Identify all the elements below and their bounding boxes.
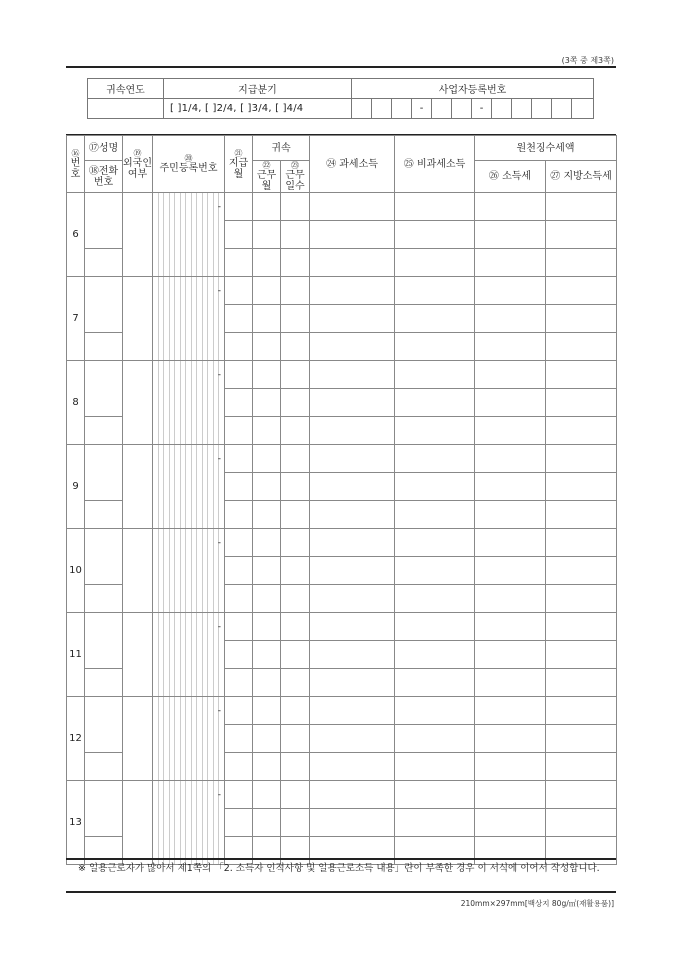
nontaxable-cell[interactable] [395,725,475,753]
taxable-cell[interactable] [310,193,395,221]
no-label: 번호 [70,157,81,180]
table-row [67,781,617,809]
name-cell[interactable] [85,529,123,585]
paymonth-cell[interactable] [225,361,253,389]
local-tax-cell[interactable] [546,221,617,249]
phone-header: ⑱전화번호 [85,161,123,193]
taxable-cell[interactable] [310,837,395,865]
table-row [67,445,617,473]
idn-dash: - [217,538,221,548]
name-cell[interactable] [85,697,123,753]
local-tax-cell[interactable] [546,305,617,333]
workdays-cell[interactable] [281,557,310,585]
phone-cell[interactable] [85,669,123,697]
local-tax-cell[interactable] [546,361,617,389]
income-tax-cell[interactable] [475,277,546,305]
bizno-digit[interactable] [452,99,472,119]
worker-table [66,135,617,865]
taxable-cell[interactable] [310,557,395,585]
idn-dash: - [217,286,221,296]
nontaxable-cell[interactable] [395,361,475,389]
workdays-cell[interactable] [281,417,310,445]
taxable-cell[interactable] [310,697,395,725]
paymonth-cell[interactable] [225,753,253,781]
workdays-cell[interactable] [281,221,310,249]
foreign-cell[interactable] [123,697,153,781]
bizno-dash: - [412,99,432,119]
no-circ: ⑯ [71,148,80,158]
local-tax-cell[interactable] [546,529,617,557]
workdays-header [281,161,310,193]
idn-cell[interactable] [153,613,225,697]
idn-digit-grid [153,613,224,696]
income-tax-cell[interactable] [475,305,546,333]
phone-cell[interactable] [85,585,123,613]
paymonth-cell[interactable] [225,585,253,613]
taxable-cell[interactable] [310,305,395,333]
local-tax-cell[interactable] [546,809,617,837]
paymonth-cell[interactable] [225,305,253,333]
paymonth-cell[interactable] [225,193,253,221]
idn-dash: - [217,370,221,380]
foreign-cell[interactable] [123,193,153,277]
nontaxable-cell[interactable] [395,305,475,333]
top-info-table [87,78,594,119]
idn-header [153,136,225,193]
nontaxable-cell[interactable] [395,781,475,809]
income-tax-cell[interactable] [475,669,546,697]
paymonth-cell[interactable] [225,445,253,473]
taxable-cell[interactable] [310,585,395,613]
footer-rule [66,891,616,893]
bizno-digit[interactable] [352,99,372,119]
taxable-cell[interactable] [310,641,395,669]
withholding-header: 원천징수세액 [475,136,617,161]
workdays-cell[interactable] [281,445,310,473]
nontaxable-cell[interactable] [395,669,475,697]
table-row [67,697,617,725]
income-tax-cell[interactable] [475,445,546,473]
phone-cell[interactable] [85,249,123,277]
taxable-cell[interactable] [310,361,395,389]
foreign-cell[interactable] [123,613,153,697]
row-number: 7 [67,277,85,361]
phone-cell[interactable] [85,501,123,529]
workmonth-cell[interactable] [253,389,281,417]
bizno-digit[interactable] [532,99,552,119]
nontaxable-cell[interactable] [395,809,475,837]
taxable-cell[interactable] [310,277,395,305]
table-row [67,613,617,641]
name-cell[interactable] [85,193,123,249]
paymonth-header [225,136,253,193]
nontaxable-cell[interactable] [395,445,475,473]
local-tax-cell[interactable] [546,585,617,613]
local-tax-cell[interactable] [546,417,617,445]
workdays-cell[interactable] [281,725,310,753]
workdays-cell[interactable] [281,249,310,277]
workmonth-cell[interactable] [253,333,281,361]
local-tax-cell[interactable] [546,193,617,221]
taxable-cell[interactable] [310,501,395,529]
nontaxable-cell[interactable] [395,473,475,501]
nontaxable-cell[interactable] [395,697,475,725]
paymonth-cell[interactable] [225,641,253,669]
workmonth-header [253,161,281,193]
local-tax-cell[interactable] [546,333,617,361]
taxable-cell[interactable] [310,725,395,753]
paymonth-cell[interactable] [225,473,253,501]
idn-dash: - [217,706,221,716]
foreign-circ: ⑲ [133,148,142,158]
bizno-digit[interactable] [432,99,452,119]
taxable-cell[interactable] [310,445,395,473]
name-cell[interactable] [85,277,123,333]
workdays-cell[interactable] [281,361,310,389]
idn-cell[interactable] [153,781,225,865]
nontaxable-cell[interactable] [395,221,475,249]
local-tax-cell[interactable] [546,473,617,501]
foreign-header [123,136,153,193]
taxable-cell[interactable] [310,529,395,557]
nontaxable-cell[interactable] [395,641,475,669]
workdays-circ: ㉓ [291,161,299,170]
row-number: 13 [67,781,85,865]
income-tax-cell[interactable] [475,697,546,725]
taxable-cell[interactable] [310,221,395,249]
year-label: 귀속연도 [88,79,164,99]
workmonth-cell[interactable] [253,529,281,557]
income-tax-cell[interactable] [475,501,546,529]
workmonth-cell[interactable] [253,697,281,725]
nontaxable-cell[interactable] [395,585,475,613]
income-tax-cell[interactable] [475,725,546,753]
paymonth-cell[interactable] [225,417,253,445]
income-tax-cell[interactable] [475,361,546,389]
income-tax-cell[interactable] [475,809,546,837]
table-row [67,193,617,221]
name-cell[interactable] [85,445,123,501]
workdays-cell[interactable] [281,809,310,837]
nontaxable-cell[interactable] [395,249,475,277]
local-tax-cell[interactable] [546,445,617,473]
idn-digit-grid [153,781,224,864]
workmonth-cell[interactable] [253,473,281,501]
row-number: 12 [67,697,85,781]
bizno-digit[interactable] [572,99,594,119]
workmonth-cell[interactable] [253,277,281,305]
row-number: 6 [67,193,85,277]
foreign-cell[interactable] [123,277,153,361]
workdays-label: 근무일수 [285,170,305,192]
nontaxable-cell[interactable] [395,557,475,585]
income-tax-cell[interactable] [475,641,546,669]
workdays-cell[interactable] [281,837,310,865]
paymonth-cell[interactable] [225,389,253,417]
phone-cell[interactable] [85,837,123,865]
paymonth-cell[interactable] [225,249,253,277]
page-count: (3쪽 중 제3쪽) [561,56,614,65]
taxable-cell[interactable] [310,809,395,837]
local-tax-cell[interactable] [546,781,617,809]
income-tax-cell[interactable] [475,585,546,613]
workdays-cell[interactable] [281,389,310,417]
name-cell[interactable] [85,361,123,417]
taxable-cell[interactable] [310,669,395,697]
workdays-cell[interactable] [281,473,310,501]
idn-cell[interactable] [153,277,225,361]
workmonth-cell[interactable] [253,585,281,613]
paymonth-cell[interactable] [225,333,253,361]
paymonth-cell[interactable] [225,277,253,305]
paymonth-cell[interactable] [225,837,253,865]
workmonth-cell[interactable] [253,781,281,809]
bizno-digit[interactable] [552,99,572,119]
local-tax-cell[interactable] [546,725,617,753]
workdays-cell[interactable] [281,529,310,557]
local-tax-cell[interactable] [546,641,617,669]
bizno-digit[interactable] [512,99,532,119]
income-tax-header: ㉖ 소득세 [475,161,546,193]
idn-dash: - [217,622,221,632]
quarter-label: 지급분기 [164,79,352,99]
foreign-cell[interactable] [123,361,153,445]
paymonth-cell[interactable] [225,501,253,529]
name-header: ⑰성명 [85,136,123,161]
bizno-label: 사업자등록번호 [352,79,594,99]
table-row [67,277,617,305]
idn-cell[interactable] [153,445,225,529]
nontaxable-cell[interactable] [395,837,475,865]
taxable-cell[interactable] [310,613,395,641]
taxable-cell[interactable] [310,389,395,417]
idn-circ: ⑳ [184,154,193,163]
paymonth-label: 지급월 [228,157,249,180]
workdays-cell[interactable] [281,333,310,361]
idn-dash: - [217,790,221,800]
workdays-cell[interactable] [281,277,310,305]
year-input[interactable] [88,99,164,119]
income-tax-cell[interactable] [475,417,546,445]
income-tax-cell[interactable] [475,557,546,585]
idn-digit-grid [153,193,224,276]
workmonth-cell[interactable] [253,193,281,221]
nontaxable-header: ㉕ 비과세소득 [395,136,475,193]
nontaxable-cell[interactable] [395,333,475,361]
taxable-cell[interactable] [310,417,395,445]
nontaxable-cell[interactable] [395,529,475,557]
paymonth-cell[interactable] [225,529,253,557]
top-rule [66,66,616,68]
phone-cell[interactable] [85,417,123,445]
foreign-cell[interactable] [123,445,153,529]
income-tax-cell[interactable] [475,613,546,641]
paymonth-cell[interactable] [225,725,253,753]
workmonth-cell[interactable] [253,249,281,277]
taxable-cell[interactable] [310,781,395,809]
nontaxable-cell[interactable] [395,277,475,305]
taxable-cell[interactable] [310,473,395,501]
foreign-label: 외국인여부 [123,157,152,180]
table-row [67,529,617,557]
taxable-header: ㉔ 과세소득 [310,136,395,193]
taxable-cell[interactable] [310,333,395,361]
paymonth-cell[interactable] [225,781,253,809]
workdays-cell[interactable] [281,585,310,613]
income-tax-cell[interactable] [475,753,546,781]
income-tax-cell[interactable] [475,781,546,809]
idn-digit-grid [153,529,224,612]
income-tax-cell[interactable] [475,837,546,865]
phone-cell[interactable] [85,753,123,781]
row-number: 8 [67,361,85,445]
idn-digit-grid [153,277,224,360]
local-tax-cell[interactable] [546,837,617,865]
local-tax-cell[interactable] [546,277,617,305]
nontaxable-cell[interactable] [395,501,475,529]
income-tax-cell[interactable] [475,473,546,501]
local-tax-cell[interactable] [546,249,617,277]
main-bottom-rule [66,858,616,860]
idn-dash: - [217,454,221,464]
paymonth-cell[interactable] [225,697,253,725]
local-tax-cell[interactable] [546,613,617,641]
workmonth-cell[interactable] [253,641,281,669]
income-tax-cell[interactable] [475,249,546,277]
workdays-cell[interactable] [281,697,310,725]
workmonth-cell[interactable] [253,361,281,389]
workmonth-cell[interactable] [253,445,281,473]
workmonth-cell[interactable] [253,809,281,837]
idn-digit-grid [153,697,224,780]
row-number: 9 [67,445,85,529]
workmonth-cell[interactable] [253,305,281,333]
quarter-options[interactable]: [ ]1/4, [ ]2/4, [ ]3/4, [ ]4/4 [164,99,352,119]
paymonth-cell[interactable] [225,557,253,585]
paymonth-cell[interactable] [225,613,253,641]
local-tax-cell[interactable] [546,669,617,697]
notice-text: ※ 일용근로자가 많아서 제1쪽의 「2. 소득자 인적사항 및 일용근로소득 내용」란이 부족한 경우 이 서식에 이어서 작성합니다. [78,863,600,874]
no-header [67,136,85,193]
local-tax-cell[interactable] [546,389,617,417]
bizno-dash: - [472,99,492,119]
nontaxable-cell[interactable] [395,417,475,445]
idn-cell[interactable] [153,193,225,277]
income-tax-cell[interactable] [475,529,546,557]
idn-cell[interactable] [153,529,225,613]
nontaxable-cell[interactable] [395,753,475,781]
foreign-cell[interactable] [123,529,153,613]
name-cell[interactable] [85,781,123,837]
income-tax-cell[interactable] [475,389,546,417]
paper-spec: 210mm×297mm[백상지 80g/㎡(재활용품)] [460,899,614,908]
idn-digit-grid [153,445,224,528]
workdays-cell[interactable] [281,641,310,669]
idn-label: 주민등록번호 [159,163,218,174]
taxable-cell[interactable] [310,753,395,781]
phone-cell[interactable] [85,333,123,361]
workdays-cell[interactable] [281,305,310,333]
workdays-cell[interactable] [281,669,310,697]
row-number: 10 [67,529,85,613]
idn-cell[interactable] [153,697,225,781]
foreign-cell[interactable] [123,781,153,865]
idn-digit-grid [153,361,224,444]
name-cell[interactable] [85,613,123,669]
paymonth-cell[interactable] [225,669,253,697]
workmonth-circ: ㉒ [262,161,271,170]
paymonth-cell[interactable] [225,809,253,837]
workdays-cell[interactable] [281,753,310,781]
nontaxable-cell[interactable] [395,193,475,221]
income-tax-cell[interactable] [475,333,546,361]
local-tax-cell[interactable] [546,501,617,529]
nontaxable-cell[interactable] [395,389,475,417]
bizno-digit[interactable] [392,99,412,119]
income-tax-cell[interactable] [475,193,546,221]
worker-rows [67,193,617,865]
workmonth-cell[interactable] [253,753,281,781]
local-tax-cell[interactable] [546,753,617,781]
local-tax-cell[interactable] [546,557,617,585]
local-tax-header: ㉗ 지방소득세 [546,161,617,193]
table-row [67,361,617,389]
belong-header: 귀속 [253,136,310,161]
workmonth-label: 근무월 [256,170,277,192]
workmonth-cell[interactable] [253,837,281,865]
paymonth-circ: ㉑ [234,148,243,158]
workdays-cell[interactable] [281,501,310,529]
workmonth-cell[interactable] [253,221,281,249]
workmonth-cell[interactable] [253,725,281,753]
workmonth-cell[interactable] [253,501,281,529]
workmonth-cell[interactable] [253,669,281,697]
taxable-cell[interactable] [310,249,395,277]
workmonth-cell[interactable] [253,613,281,641]
idn-dash: - [217,202,221,212]
workmonth-cell[interactable] [253,557,281,585]
workdays-cell[interactable] [281,613,310,641]
row-number: 11 [67,613,85,697]
paymonth-cell[interactable] [225,221,253,249]
idn-cell[interactable] [153,361,225,445]
workdays-cell[interactable] [281,781,310,809]
local-tax-cell[interactable] [546,697,617,725]
workdays-cell[interactable] [281,193,310,221]
bizno-digit[interactable] [372,99,392,119]
nontaxable-cell[interactable] [395,613,475,641]
income-tax-cell[interactable] [475,221,546,249]
bizno-digit[interactable] [492,99,512,119]
workmonth-cell[interactable] [253,417,281,445]
